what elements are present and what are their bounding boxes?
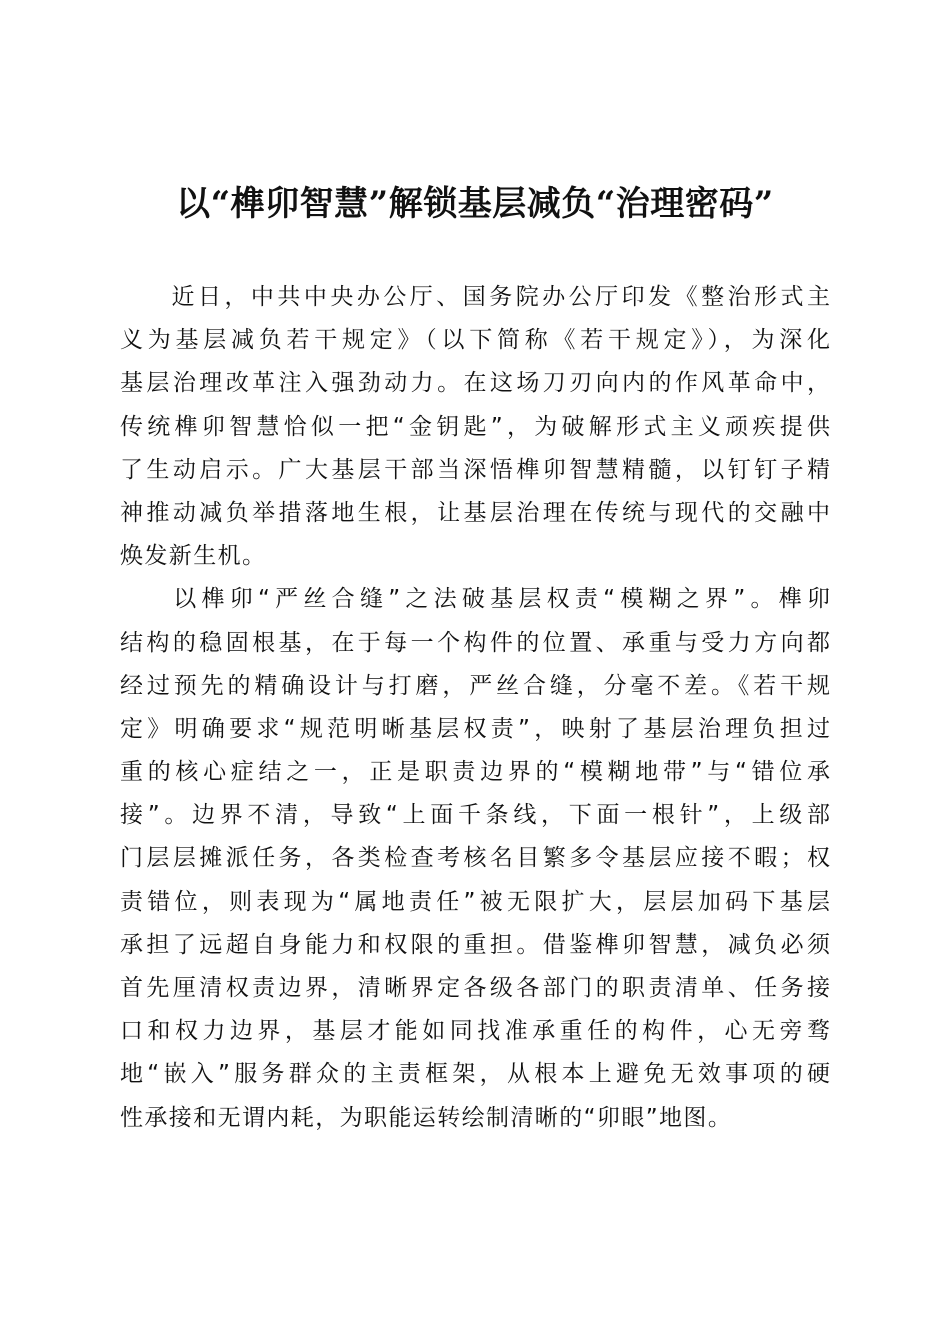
paragraph-line: 门层层摊派任务，各类检查考核名目繁多令基层应接不暇；权 [120, 845, 830, 872]
document-body [120, 276, 830, 1140]
paragraph-line: 神推动减负举措落地生根，让基层治理在传统与现代的交融中 [120, 499, 830, 526]
paragraph-line: 首先厘清权责边界，清晰界定各级各部门的职责清单、任务接 [120, 975, 830, 1001]
paragraph-1 [120, 276, 830, 578]
paragraph-line: 经过预先的精确设计与打磨，严丝合缝，分毫不差。《若干规 [120, 672, 830, 699]
paragraph-line: 焕发新生机。 [120, 543, 267, 570]
paragraph-line: 承担了远超自身能力和权限的重担。借鉴榫卯智慧，减负必须 [120, 931, 830, 958]
paragraph-line: 义为基层减负若干规定》（以下简称《若干规定》），为深化 [120, 327, 830, 354]
paragraph-line: 地“嵌入”服务群众的主责框架，从根本上避免无效事项的硬 [120, 1061, 830, 1088]
paragraph-line: 了生动启示。广大基层干部当深悟榫卯智慧精髓，以钉钉子精 [120, 456, 830, 483]
paragraph-line: 传统榫卯智慧恰似一把“金钥匙”，为破解形式主义顽疾提供 [120, 413, 830, 440]
paragraph-line: 基层治理改革注入强劲动力。在这场刀刃向内的作风革命中， [120, 370, 830, 397]
paragraph-line: 重的核心症结之一，正是职责边界的“模糊地带”与“错位承 [120, 759, 830, 786]
paragraph-line: 责错位，则表现为“属地责任”被无限扩大，层层加码下基层 [120, 888, 830, 915]
paragraph-line: 性承接和无谓内耗，为职能运转绘制清晰的“卯眼”地图。 [120, 1104, 733, 1131]
paragraph-line: 接”。边界不清，导致“上面千条线，下面一根针”，上级部 [120, 802, 830, 829]
paragraph-2 [120, 578, 830, 1139]
paragraph-line: 以榫卯“严丝合缝”之法破基层权责“模糊之界”。榫卯 [168, 586, 830, 613]
document-title: 以“榫卯智慧”解锁基层减负“治理密码” [176, 184, 774, 224]
paragraph-line: 定》明确要求“规范明晰基层权责”，映射了基层治理负担过 [120, 715, 830, 742]
paragraph-line: 近日，中共中央办公厅、国务院办公厅印发《整治形式主 [168, 284, 830, 310]
paragraph-line: 结构的稳固根基，在于每一个构件的位置、承重与受力方向都 [120, 629, 830, 656]
paragraph-line: 口和权力边界，基层才能如同找准承重任的构件，心无旁骛 [120, 1018, 830, 1045]
